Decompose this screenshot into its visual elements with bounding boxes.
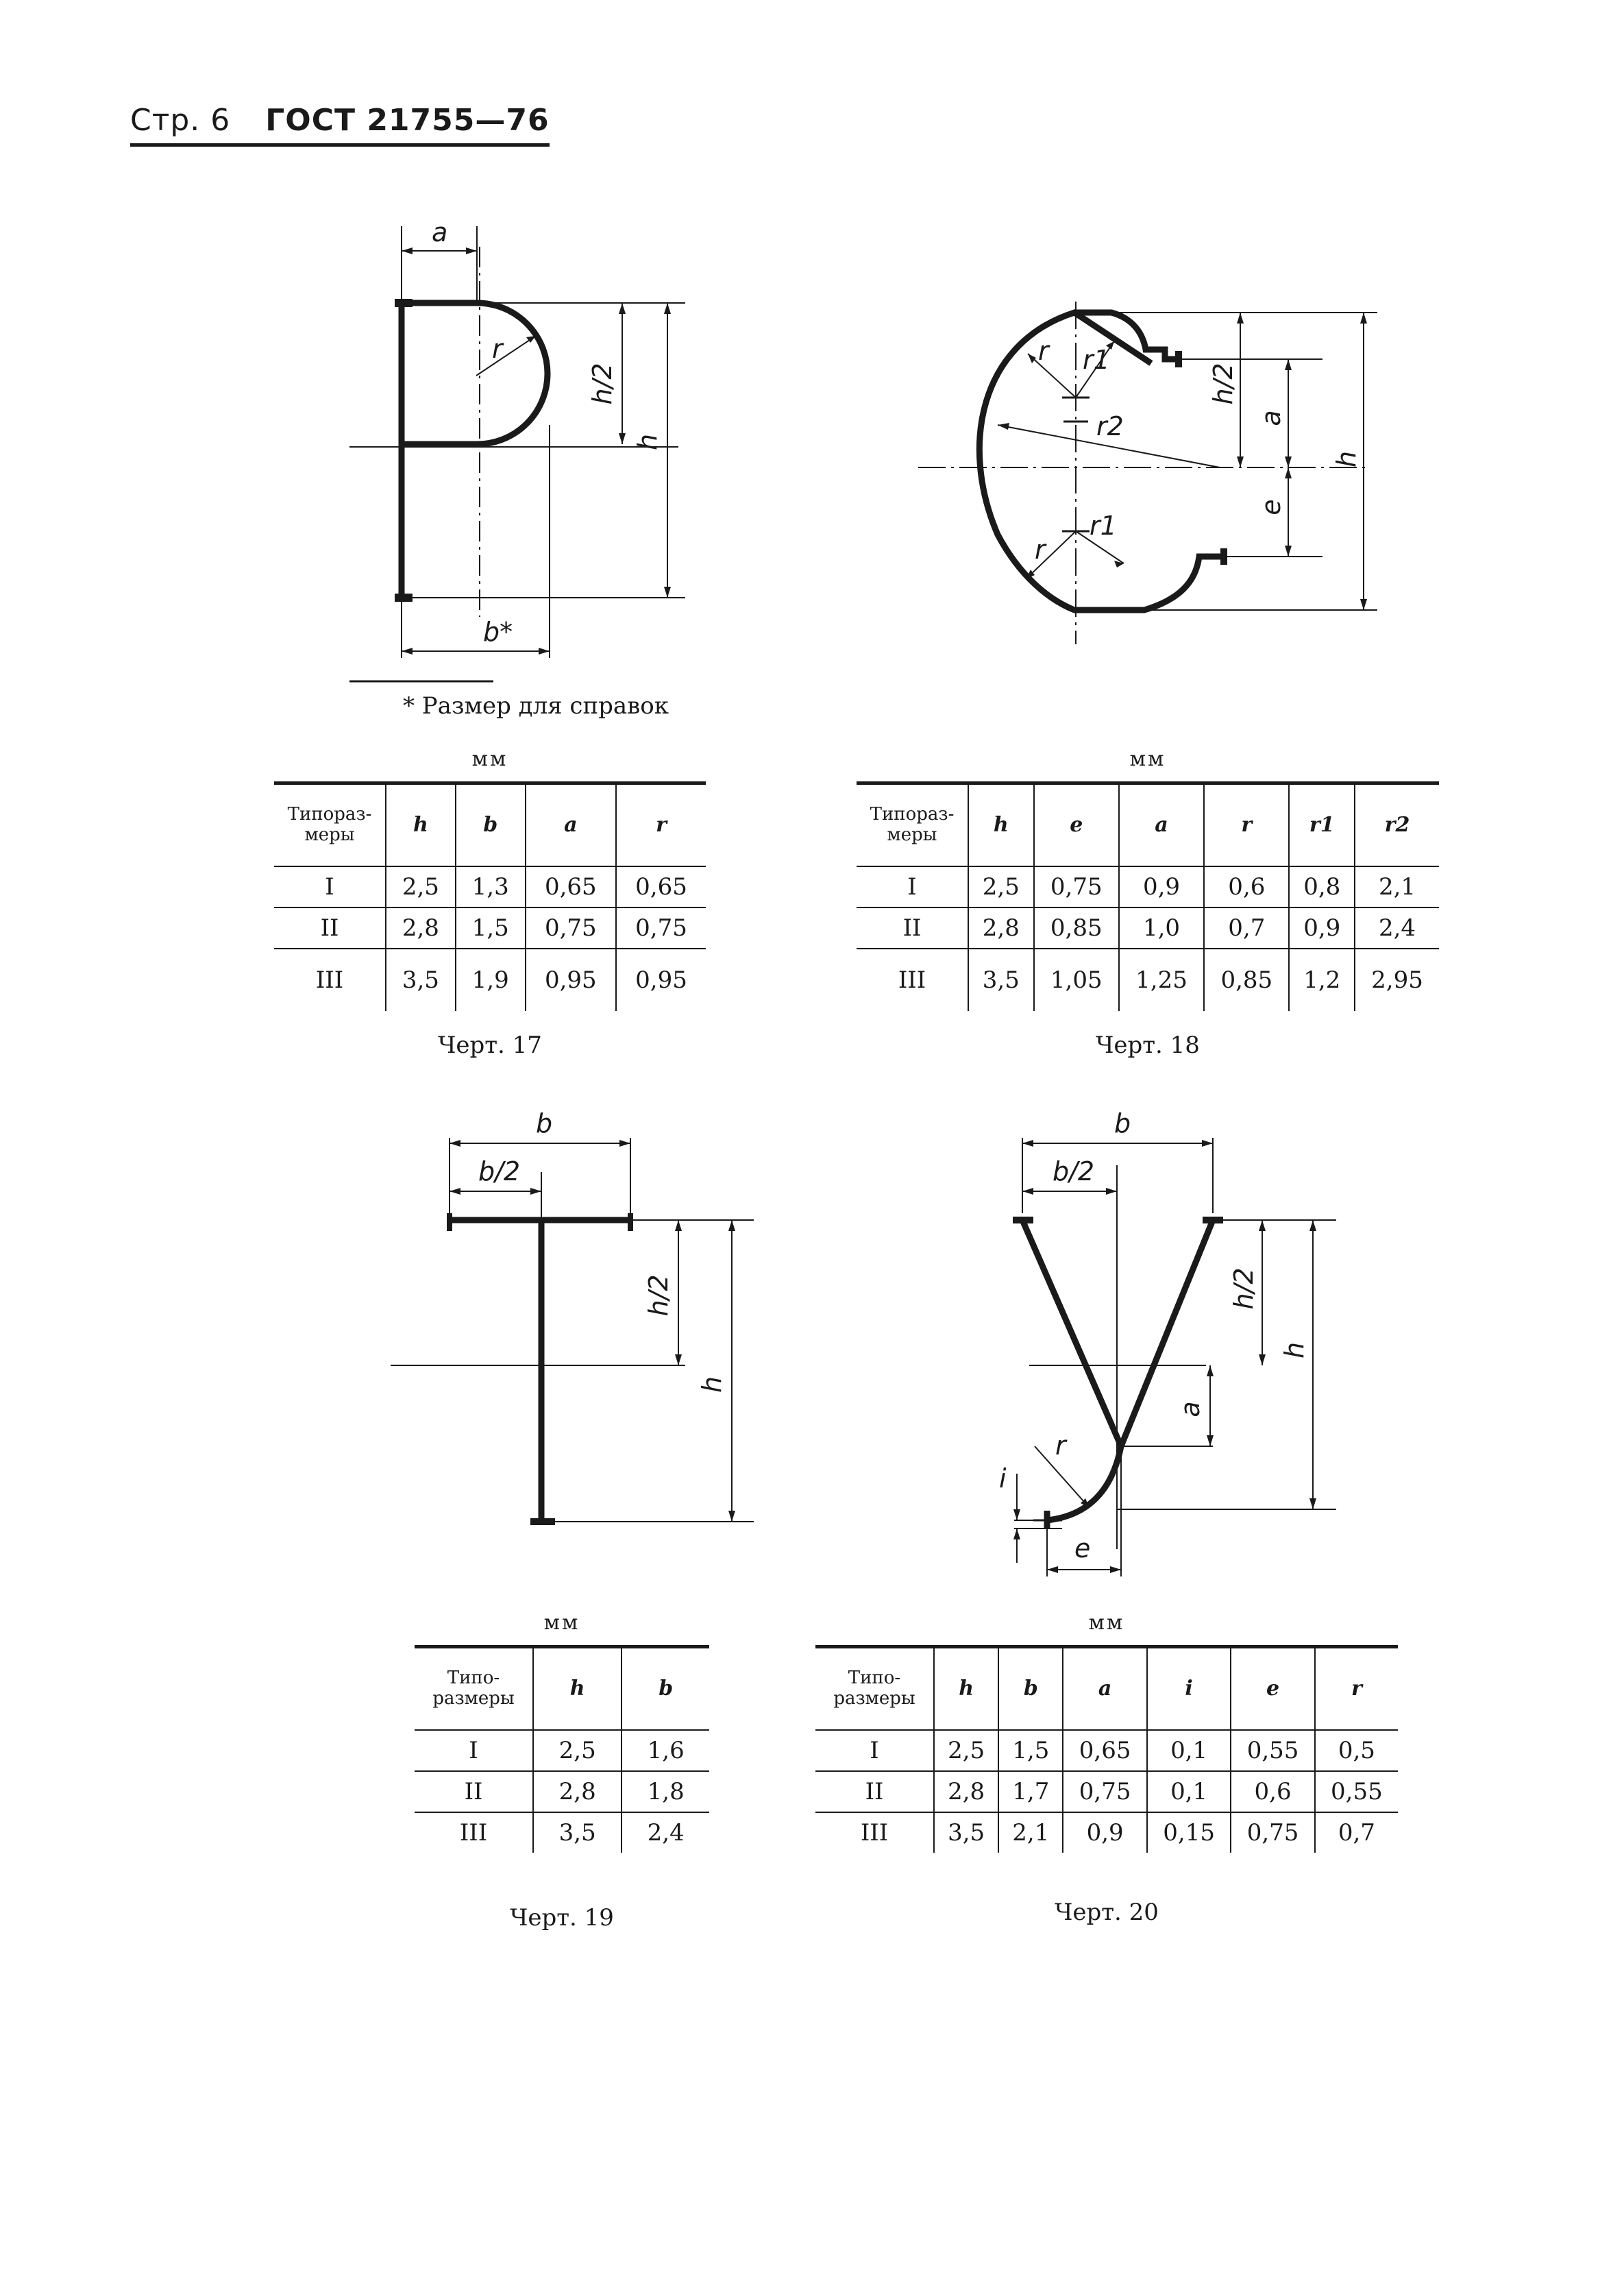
table-cell: 0,65 [616, 866, 706, 908]
fig19-label-b2: b/2 [478, 1156, 521, 1186]
table-cell: 3,5 [934, 1812, 998, 1853]
table-cell: 1,7 [998, 1771, 1063, 1812]
fig18-caption: Черт. 18 [1096, 1032, 1200, 1059]
table-cell: III [459, 1819, 488, 1847]
table-cell: 2,1 [998, 1812, 1063, 1853]
table-cell: 0,7 [1204, 908, 1289, 949]
fig18-col-r1: r1 [1289, 783, 1355, 867]
fig18-label-h2: h/2 [1208, 363, 1238, 405]
table-row [415, 1771, 709, 1812]
fig20-caption: Черт. 20 [1055, 1899, 1159, 1926]
fig20-label-h2: h/2 [1229, 1267, 1259, 1310]
table-cell: 0,9 [1063, 1812, 1146, 1853]
fig20-label-a: a [1175, 1401, 1205, 1417]
table-cell: 2,5 [533, 1730, 622, 1771]
fig18-label-r2: r2 [1096, 411, 1124, 441]
table-cell: 3,5 [533, 1812, 622, 1853]
table-cell: 0,65 [1063, 1730, 1146, 1771]
fig19-col-b: b [622, 1647, 709, 1731]
page-number: Стр. 6 [130, 103, 231, 138]
fig19-table [415, 1645, 709, 1853]
fig18-label-h: h [1331, 450, 1362, 468]
fig17-caption: Черт. 17 [438, 1032, 542, 1059]
fig17-label-a: a [432, 217, 448, 247]
fig20-col-r: r [1315, 1647, 1398, 1731]
fig17-col-b: b [456, 783, 526, 867]
fig20-label-h: h [1279, 1341, 1309, 1359]
table-cell: II [815, 1771, 934, 1812]
fig18-col-e: e [1034, 783, 1119, 867]
fig17-footnote: * Размер для справок [403, 692, 669, 720]
fig20-table-wrap [815, 1645, 1398, 1853]
table-cell: 0,55 [1315, 1771, 1398, 1812]
table-row [815, 1730, 1398, 1771]
table-cell: 0,8 [1289, 866, 1355, 908]
table-cell: 0,5 [1315, 1730, 1398, 1771]
fig17-unit: мм [471, 747, 508, 771]
table-cell: 0,75 [526, 908, 616, 949]
fig18-label-a: a [1256, 410, 1286, 426]
table-cell: 2,8 [968, 908, 1034, 949]
table-cell: 0,1 [1147, 1771, 1231, 1812]
fig20-label-b2: b/2 [1053, 1156, 1095, 1186]
fig20-col-b: b [998, 1647, 1063, 1731]
table-cell: 0,9 [1289, 908, 1355, 949]
table-cell: 2,8 [386, 908, 456, 949]
table-cell: 0,75 [1063, 1771, 1146, 1812]
fig18-col-h: h [968, 783, 1034, 867]
fig18-label-r: r [1038, 336, 1049, 366]
fig17-label-h: h [632, 433, 663, 451]
fig19-col-h: h [533, 1647, 622, 1731]
fig18-col-a: a [1119, 783, 1204, 867]
table-cell: II [274, 908, 386, 949]
fig20-col-e: e [1231, 1647, 1314, 1731]
table-cell: 2,95 [1355, 949, 1439, 1011]
fig18-col-type: Типораз- меры [857, 783, 968, 867]
table-cell: 3,5 [386, 949, 456, 1011]
table-cell: 2,5 [386, 866, 456, 908]
table-cell: III [315, 966, 344, 994]
fig18-table-wrap [857, 781, 1439, 1011]
table-cell: II [857, 908, 968, 949]
table-cell: 1,8 [622, 1771, 709, 1812]
fig19-label-h: h [697, 1376, 727, 1393]
table-row [857, 866, 1439, 908]
page-header [130, 103, 550, 147]
table-cell: 1,25 [1119, 949, 1204, 1011]
fig17-label-r: r [492, 334, 503, 364]
table-cell: 0,75 [1231, 1812, 1314, 1853]
table-row [857, 908, 1439, 949]
fig17-col-r: r [616, 783, 706, 867]
fig17-label-h2: h/2 [587, 363, 617, 405]
table-cell: 2,1 [1355, 866, 1439, 908]
table-cell: I [274, 866, 386, 908]
fig18-col-r2: r2 [1355, 783, 1439, 867]
fig19-caption: Черт. 19 [510, 1904, 614, 1932]
fig20-drawing [994, 1097, 1377, 1590]
fig19-unit: мм [543, 1611, 580, 1635]
fig17-col-h: h [386, 783, 456, 867]
table-cell: 2,5 [934, 1730, 998, 1771]
table-cell: 0,75 [1034, 866, 1119, 908]
table-cell: 2,5 [968, 866, 1034, 908]
table-cell: I [857, 866, 968, 908]
table-cell: III [898, 966, 926, 994]
table-cell: III [860, 1819, 889, 1847]
fig17-table [274, 781, 706, 1011]
table-cell: 0,65 [526, 866, 616, 908]
standard-title: ГОСТ 21755—76 [265, 103, 550, 138]
table-cell: 0,85 [1204, 949, 1289, 1011]
fig17-label-b: b* [483, 617, 513, 647]
table-cell: 1,9 [456, 949, 526, 1011]
table-cell: 1,5 [998, 1730, 1063, 1771]
table-cell: II [415, 1771, 533, 1812]
fig17-col-type: Типораз- меры [274, 783, 386, 867]
table-cell: 1,2 [1289, 949, 1355, 1011]
table-cell: 0,55 [1231, 1730, 1314, 1771]
fig20-label-i: i [999, 1463, 1007, 1494]
table-cell: 2,8 [934, 1771, 998, 1812]
table-cell: 2,8 [533, 1771, 622, 1812]
table-row [274, 949, 706, 1011]
table-cell: 0,6 [1204, 866, 1289, 908]
table-cell: 0,95 [616, 949, 706, 1011]
table-cell: 0,75 [616, 908, 706, 949]
fig20-unit: мм [1088, 1611, 1125, 1635]
table-cell: 0,6 [1231, 1771, 1314, 1812]
table-cell: 1,3 [456, 866, 526, 908]
fig20-col-a: a [1063, 1647, 1146, 1731]
fig18-table [857, 781, 1439, 1011]
fig20-col-h: h [934, 1647, 998, 1731]
fig18-label-r-lower: r [1035, 535, 1046, 565]
fig18-unit: мм [1129, 747, 1166, 771]
table-cell: 0,7 [1315, 1812, 1398, 1853]
table-cell: 0,9 [1119, 866, 1204, 908]
table-cell: 2,4 [1355, 908, 1439, 949]
table-cell: 0,85 [1034, 908, 1119, 949]
fig20-label-e: e [1074, 1533, 1091, 1563]
table-cell: 0,95 [526, 949, 616, 1011]
table-row [274, 908, 706, 949]
table-cell: I [815, 1730, 934, 1771]
fig20-label-b: b [1114, 1108, 1131, 1138]
fig17-col-a: a [526, 783, 616, 867]
fig17-drawing [336, 206, 719, 699]
table-row [857, 949, 1439, 1011]
table-cell: 1,0 [1119, 908, 1204, 949]
table-cell: 0,15 [1147, 1812, 1231, 1853]
fig17-table-wrap [274, 781, 706, 1011]
fig18-label-r1-lower: r1 [1090, 511, 1117, 541]
table-cell: 1,05 [1034, 949, 1119, 1011]
fig18-label-e: e [1256, 499, 1286, 515]
fig20-col-i: i [1147, 1647, 1231, 1731]
fig20-table [815, 1645, 1398, 1853]
table-cell: I [415, 1730, 533, 1771]
fig20-col-type: Типо- размеры [815, 1647, 934, 1731]
table-row [815, 1812, 1398, 1853]
table-row [274, 866, 706, 908]
fig18-drawing [898, 288, 1391, 672]
table-row [815, 1771, 1398, 1812]
fig18-label-r1: r1 [1083, 345, 1110, 375]
fig19-drawing [384, 1097, 767, 1542]
table-row [415, 1730, 709, 1771]
fig18-col-r: r [1204, 783, 1289, 867]
fig19-table-wrap [415, 1645, 709, 1853]
fig19-col-type: Типо- размеры [415, 1647, 533, 1731]
fig19-label-b: b [536, 1108, 553, 1138]
fig20-label-r: r [1055, 1430, 1066, 1461]
table-cell: 0,1 [1147, 1730, 1231, 1771]
table-cell: 2,4 [622, 1812, 709, 1853]
table-cell: 3,5 [968, 949, 1034, 1011]
fig19-label-h2: h/2 [643, 1274, 674, 1317]
table-cell: 1,6 [622, 1730, 709, 1771]
table-row [415, 1812, 709, 1853]
table-cell: 1,5 [456, 908, 526, 949]
